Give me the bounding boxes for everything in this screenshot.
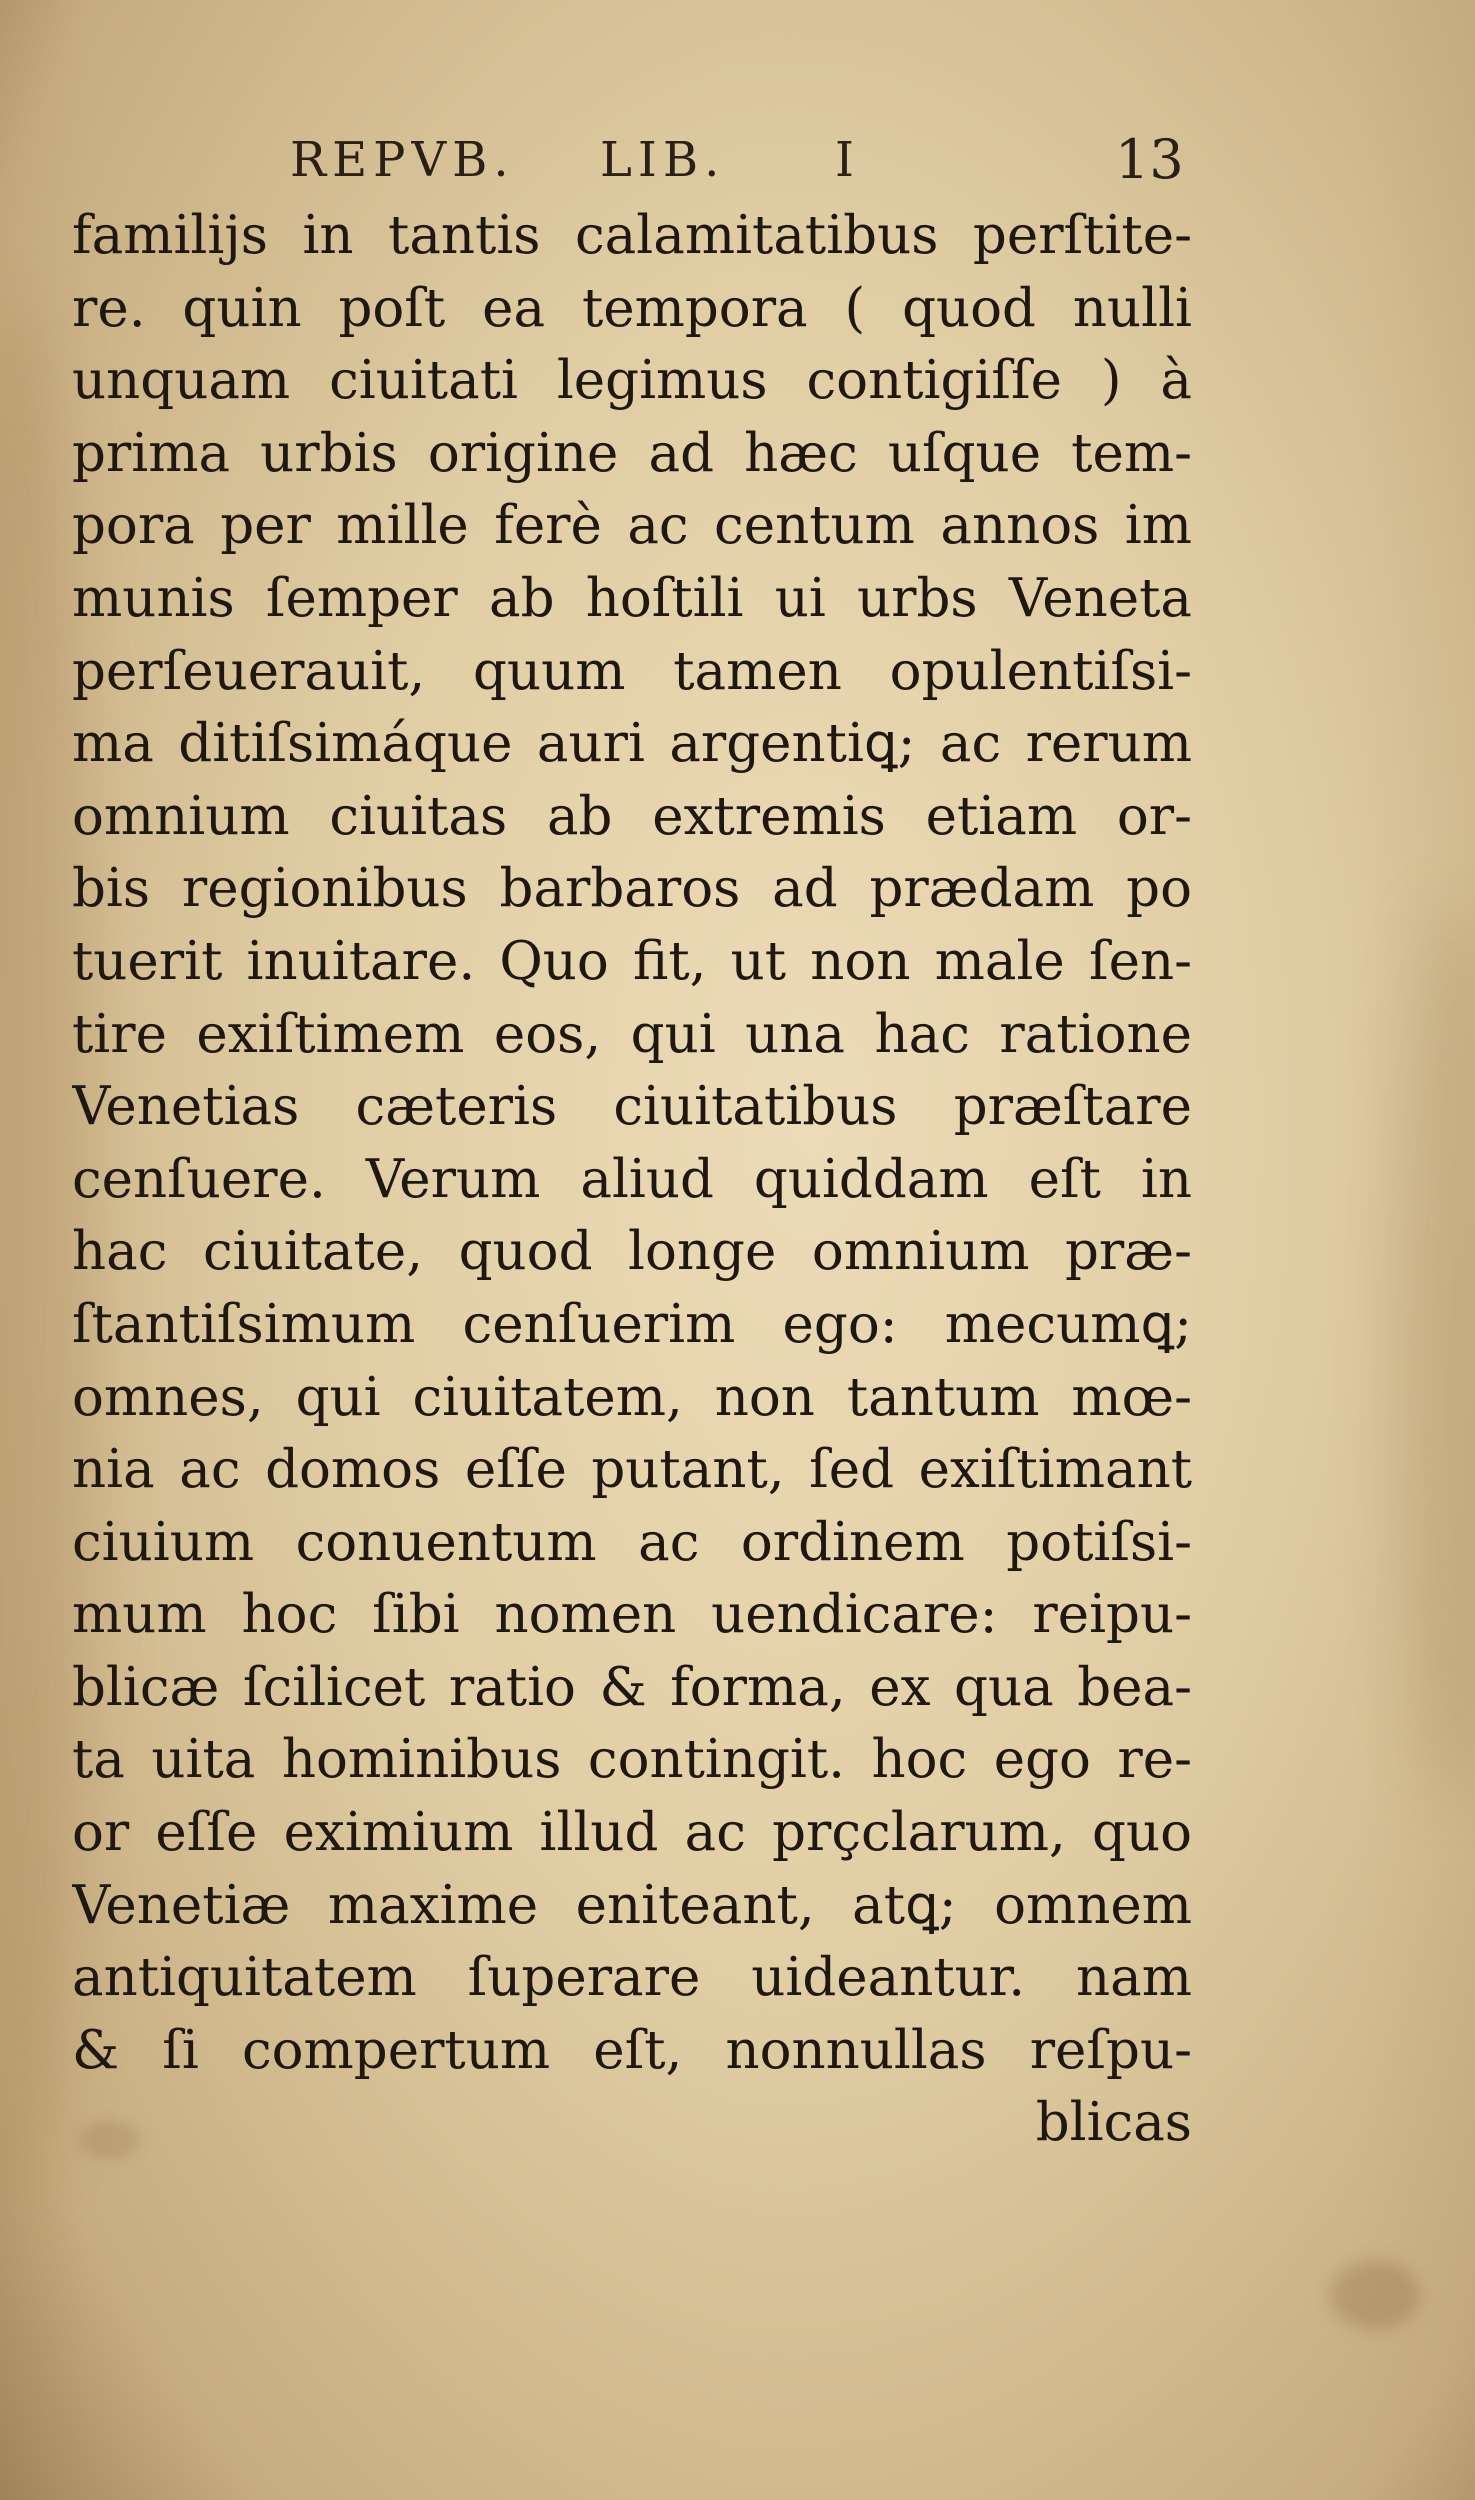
text-line: bis regionibus barbaros ad prædam po <box>72 858 1192 920</box>
text-line: ciuium conuentum ac ordinem potiſsi- <box>72 1511 1192 1573</box>
page-number: 13 <box>1115 128 1184 191</box>
text-line: Venetiæ maxime eniteant, atꝗ; omnem <box>72 1874 1192 1936</box>
text-line: munis ſemper ab hoſtili ui urbs Veneta <box>72 567 1192 629</box>
text-line: hac ciuitate, quod longe omnium præ- <box>72 1221 1192 1283</box>
text-line: Venetias cæteris ciuitatibus præſtare <box>72 1076 1192 1138</box>
text-line: antiquitatem ſuperare uideantur. nam <box>72 1947 1192 2009</box>
catchword: blicas <box>1035 2092 1192 2154</box>
running-head-book: LIB. <box>600 132 726 188</box>
text-line: ta uita hominibus contingit. hoc ego re- <box>72 1729 1192 1791</box>
text-line: re. quin poſt ea tempora ( quod nulli <box>72 277 1192 339</box>
running-head-number: I <box>835 132 860 188</box>
text-line: pora per mille ferè ac centum annos im <box>72 495 1192 557</box>
text-line: ſtantiſsimum cenſuerim ego: mecumꝗ; <box>72 1293 1192 1355</box>
text-line: blicæ ſcilicet ratio & forma, ex qua bea- <box>72 1656 1192 1718</box>
text-line: cenſuere. Verum aliud quiddam eſt in <box>72 1148 1192 1210</box>
text-line: nia ac domos eſſe putant, ſed exiſtimant <box>72 1439 1192 1501</box>
body-text <box>72 200 1192 2160</box>
text-line: omnium ciuitas ab extremis etiam or- <box>72 785 1192 847</box>
page-stain <box>1330 2260 1420 2330</box>
running-head <box>290 130 1210 190</box>
running-head-title: REPVB. <box>290 132 515 188</box>
text-line: unquam ciuitati legimus contigiſſe ) à <box>72 350 1192 412</box>
text-line: prima urbis origine ad hæc uſque tem- <box>72 422 1192 484</box>
text-line: mum hoc ſibi nomen uendicare: reipu- <box>72 1584 1192 1646</box>
page-stain <box>1395 900 1475 1800</box>
text-line: tire exiſtimem eos, qui una hac ratione <box>72 1003 1192 1065</box>
text-line: omnes, qui ciuitatem, non tantum mœ- <box>72 1366 1192 1428</box>
text-line: tuerit inuitare. Quo fit, ut non male ſen- <box>72 930 1192 992</box>
text-line: familiјs in tantis calamitatibus perſtite- <box>72 205 1192 266</box>
text-line: & ſi compertum eſt, nonnullas reſpu- <box>72 2019 1192 2081</box>
text-line: or eſſe eximium illud ac prçclarum, quo <box>72 1802 1192 1864</box>
text-line: ma ditiſsimáque auri argentiꝗ; ac rerum <box>72 713 1192 775</box>
text-line: perſeuerauit, quum tamen opulentiſsi- <box>72 640 1192 702</box>
